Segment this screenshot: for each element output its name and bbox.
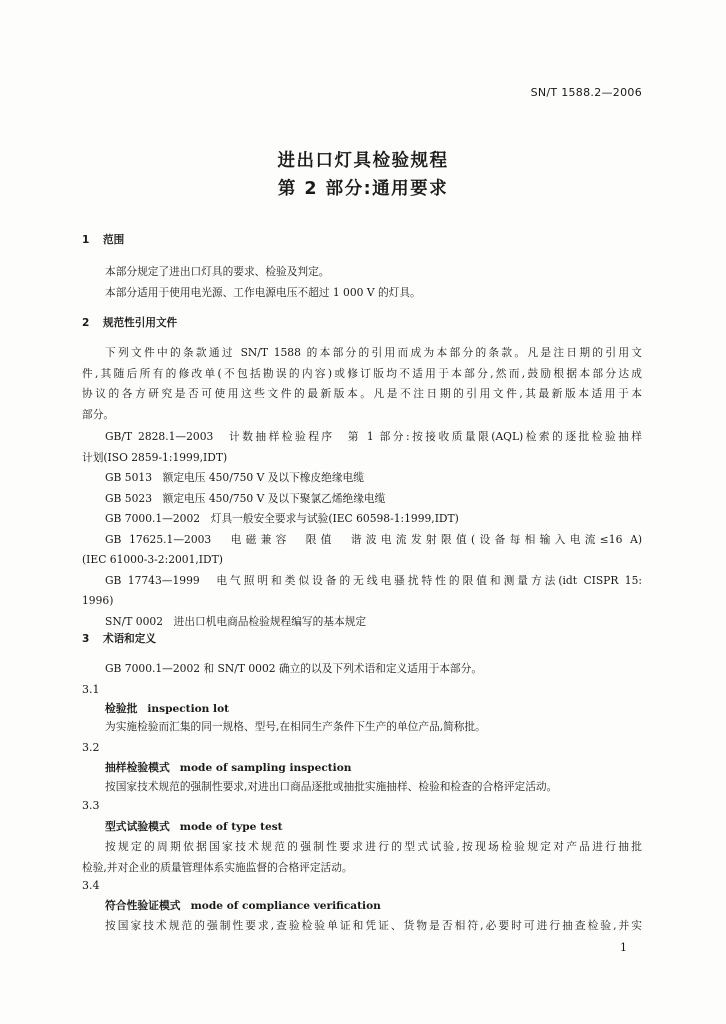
text-line: 部分。 [82, 407, 115, 421]
reference-item: SN/T 0002 进出口机电商品检验规程编写的基本规定 [105, 614, 367, 628]
references-intro [82, 343, 642, 425]
reference-item: GB 5023 额定电压 450/750 V 及以下聚氯乙烯绝缘电缆 [105, 491, 386, 505]
text-line: 按规定的周期依据国家技术规范的强制性要求进行的型式试验,按现场检验规定对产品进行抽批 [105, 840, 642, 853]
term-definition: 按国家技术规范的强制性要求,对进出口商品逐批或抽批实施抽样、检验和检查的合格评定活动。 [105, 780, 558, 793]
reference-item: GB 5013 额定电压 450/750 V 及以下橡皮绝缘电缆 [105, 471, 364, 484]
section-number: 1 [82, 234, 90, 246]
term-heading [105, 760, 351, 775]
text-line: 检验,并对企业的质量管理体系实施监督的合格评定活动。 [82, 860, 353, 874]
text-line: 按国家技术规范的强制性要求,查验检验单证和凭证、货物是否相符,必要时可进行抽查检验,并实 [105, 919, 642, 932]
terms-intro: GB 7000.1—2002 和 SN/T 0002 确立的以及下列术语和定义适用于本部分。 [105, 662, 483, 675]
text-line: 本部分适用于使用电光源、工作电源电压不超过 1 000 V 的灯具。 [105, 285, 421, 299]
page-number: 1 [620, 941, 627, 954]
term-en: mode of type test [179, 821, 283, 833]
term-number: 3.3 [82, 799, 100, 812]
term-number: 3.4 [82, 879, 100, 892]
text-line: 协议的各方研究是否可使用这些文件的最新版本。凡是不注日期的引用文件,其最新版本适用于本 [82, 387, 642, 400]
section-1-heading [82, 232, 124, 247]
document-title: 进出口灯具检验规程 [277, 151, 449, 171]
term-zh: 抽样检验模式 [105, 761, 170, 774]
text-line: 下列文件中的条款通过 SN/T 1588 的本部分的引用而成为本部分的条款。凡是注日期的引用文 [105, 346, 642, 359]
term-definition: 为实施检验而汇集的同一规格、型号,在相同生产条件下生产的单位产品,简称批。 [105, 720, 486, 733]
term-number: 3.1 [82, 683, 100, 696]
term-zh: 检验批 [105, 702, 138, 715]
section-2-heading [82, 315, 177, 330]
term-zh: 符合性验证模式 [105, 899, 181, 912]
term-en: mode of sampling inspection [179, 762, 352, 774]
standard-code: SN/T 1588.2—2006 [530, 86, 642, 99]
term-definition [82, 837, 642, 878]
section-title: 范围 [103, 234, 125, 246]
section-title: 术语和定义 [103, 633, 156, 645]
section-number: 3 [82, 633, 90, 645]
term-definition [82, 916, 642, 937]
text-line: 件,其随后所有的修改单(不包括勘误的内容)或修订版均不适用于本部分,然而,鼓励根据本部分达成 [82, 366, 642, 380]
term-en: mode of compliance verification [190, 900, 381, 912]
text-line: 本部分规定了进出口灯具的要求、检验及判定。 [105, 265, 330, 278]
reference-item-cont: 1996) [82, 594, 114, 607]
term-number: 3.2 [82, 741, 100, 754]
section-title: 规范性引用文件 [103, 317, 178, 329]
reference-item-cont: (IEC 61000-3-2:2001,IDT) [82, 553, 223, 566]
reference-item-cont: 计划(ISO 2859-1:1999,IDT) [82, 450, 228, 464]
reference-item: GB 17743—1999 电气照明和类似设备的无线电骚扰特性的限值和测量方法(idt CISPR 15: [105, 573, 642, 587]
reference-item: GB 17625.1—2003 电磁兼容 限值 谐波电流发射限值(设备每相输入电流≤16 A) [105, 532, 642, 546]
term-heading [105, 701, 229, 716]
term-heading [105, 898, 381, 913]
reference-list [82, 427, 642, 632]
term-zh: 型式试验模式 [105, 820, 170, 833]
term-en: inspection lot [147, 703, 230, 715]
section-number: 2 [82, 317, 90, 329]
reference-item: GB/T 2828.1—2003 计数抽样检验程序 第 1 部分:按接收质量限(AQL)检索的逐批检验抽样 [105, 430, 642, 443]
term-heading [105, 819, 283, 834]
reference-item: GB 7000.1—2002 灯具一般安全要求与试验(IEC 60598-1:1999,IDT) [105, 512, 459, 525]
document-subtitle: 第 2 部分:通用要求 [277, 179, 449, 199]
scope-paragraph [82, 262, 642, 303]
section-3-heading [82, 631, 156, 646]
